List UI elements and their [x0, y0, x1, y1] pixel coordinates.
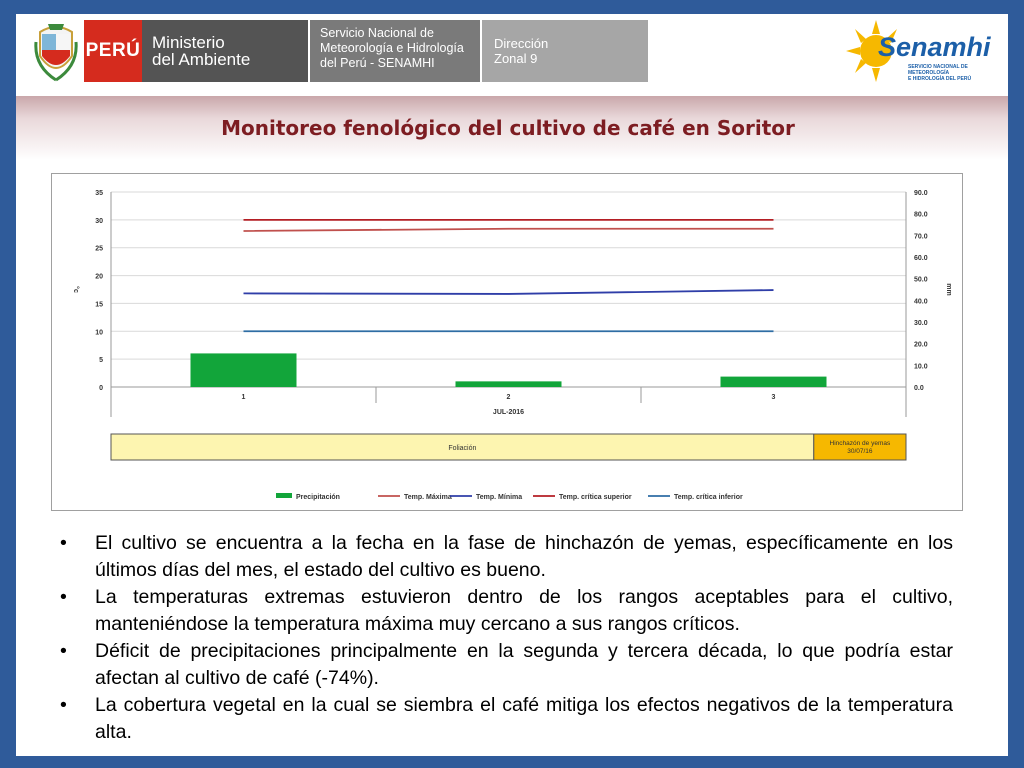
- series-line: [244, 229, 774, 231]
- senamhi-logo-text: Senamhi: [878, 32, 991, 62]
- y-tick-label: 10: [95, 329, 103, 337]
- precipitation-bar: [191, 353, 297, 387]
- series-line: [244, 290, 774, 294]
- x-tick-label: 2: [506, 394, 511, 401]
- senamhi-line3: del Perú - SENAMHI: [320, 56, 435, 70]
- y-tick-label: 20: [95, 273, 103, 281]
- ministerio-line2: del Ambiente: [152, 50, 251, 69]
- precipitation-bar: [456, 381, 562, 387]
- peru-brand: PERÚ: [84, 20, 142, 82]
- bullet-item: • La temperaturas extremas estuvieron dentro de los rangos aceptables para el cultivo, manteniéndose la temperatura máxima muy cercano a sus rangos críticos.: [60, 584, 953, 638]
- bullet-item: • Déficit de precipitaciones principalmente en la segunda y tercera década, lo que podría estar afectan al cultivo de café (-74%).: [60, 638, 953, 692]
- ministerio-line1: Ministerio: [152, 33, 225, 52]
- phase-label: Hinchazón de yemas: [829, 440, 891, 447]
- senamhi-logo-subtitle: [908, 64, 1004, 82]
- y2-tick-label: 80.0: [914, 211, 928, 219]
- legend-label: Precipitación: [296, 494, 340, 501]
- y2-tick-label: 10.0: [914, 363, 928, 371]
- page-title: Monitoreo fenológico del cultivo de café en Soritor: [221, 116, 795, 140]
- phase-date-label: 30/07/16: [847, 448, 873, 455]
- x-axis-label: JUL-2016: [492, 409, 525, 416]
- senamhi-logo-subtitle-line2: E HIDROLOGÍA DEL PERÚ: [908, 76, 972, 82]
- y-tick-label: 25: [95, 245, 103, 253]
- phase-block: [814, 434, 906, 460]
- y2-tick-label: 20.0: [914, 341, 928, 349]
- coat-of-arms-icon: [34, 22, 78, 82]
- ministerio-brand: [142, 20, 308, 82]
- senamhi-brand: [310, 20, 480, 82]
- legend-label: Temp. Mínima: [476, 494, 523, 501]
- bullet-item: • La cobertura vegetal en la cual se siembra el café mitiga los efectos negativos de la temperatura alta.: [60, 692, 953, 746]
- header-bar: [16, 14, 1008, 90]
- legend-label: Temp. Máxima: [404, 494, 452, 501]
- phase-label: Foliación: [448, 445, 477, 452]
- legend-label: Temp. crítica superior: [559, 494, 632, 501]
- y2-tick-label: 70.0: [914, 233, 928, 241]
- y-tick-label: 35: [95, 190, 103, 197]
- y2-tick-label: 90.0: [914, 190, 928, 197]
- bullet-item: • El cultivo se encuentra a la fecha en la fase de hinchazón de yemas, específicamente en los últimos días del mes, el estado del cultivo es bueno.: [60, 530, 953, 584]
- y2-tick-label: 30.0: [914, 320, 928, 327]
- direccion-brand: [482, 20, 648, 82]
- y-tick-label: 0: [99, 385, 103, 392]
- x-tick-label: 1: [241, 394, 246, 401]
- y-tick-label: 30: [95, 217, 103, 225]
- y2-tick-label: 0.0: [914, 385, 924, 392]
- y2-tick-label: 50.0: [914, 276, 928, 284]
- y2-tick-label: 60.0: [914, 255, 928, 262]
- y-tick-label: 5: [99, 357, 103, 365]
- legend-swatch: [276, 493, 292, 498]
- legend-label: Temp. crítica inferior: [674, 494, 743, 501]
- senamhi-line2: Meteorología e Hidrología: [320, 41, 464, 55]
- direccion-line1: Dirección: [494, 36, 549, 51]
- chart-frame: [51, 173, 963, 511]
- y-axis-label: °c: [72, 286, 79, 293]
- senamhi-logo-subtitle-line1: SERVICIO NACIONAL DE METEOROLOGÍA: [908, 64, 968, 76]
- x-tick-label: 3: [771, 394, 776, 401]
- bullet-list: [60, 530, 953, 746]
- y2-tick-label: 40.0: [914, 298, 928, 306]
- precipitation-bar: [721, 377, 827, 387]
- phenology-chart: [52, 174, 964, 512]
- y-tick-label: 15: [95, 301, 103, 309]
- senamhi-line1: Servicio Nacional de: [320, 26, 434, 40]
- direccion-line2: Zonal 9: [494, 51, 538, 66]
- y2-axis-label: mm: [945, 283, 952, 296]
